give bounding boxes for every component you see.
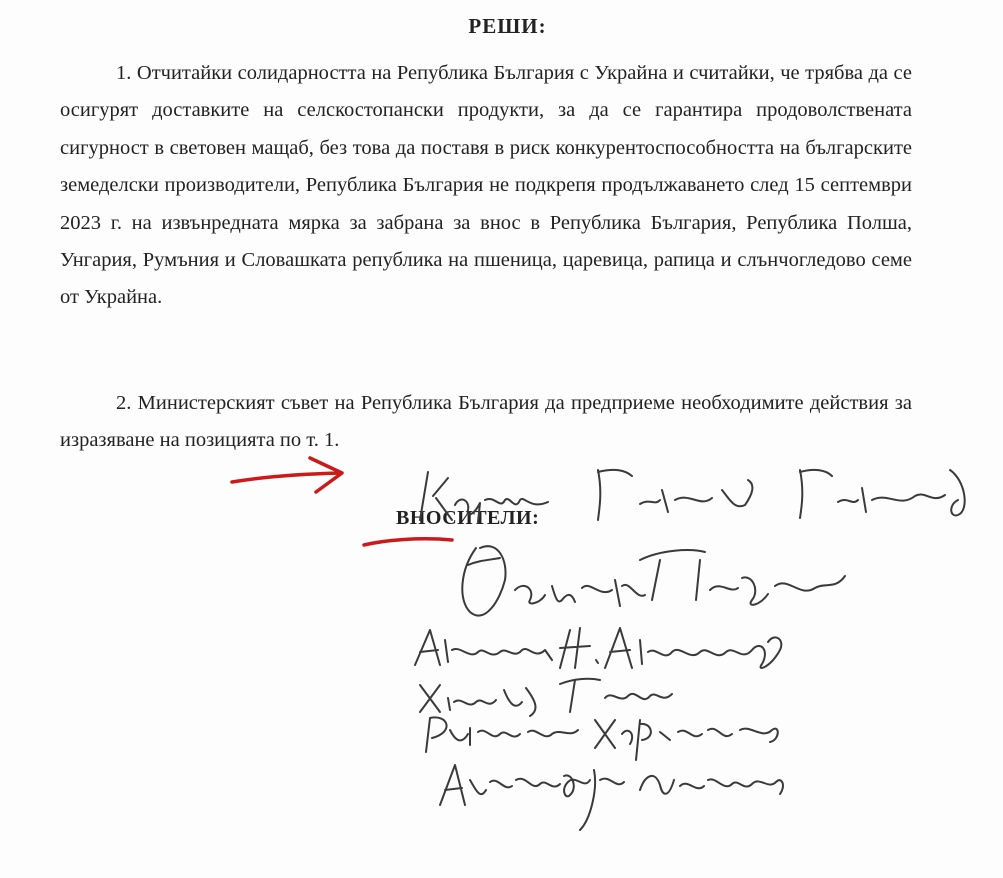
submitters-label: ВНОСИТЕЛИ:	[396, 507, 540, 529]
decision-heading: РЕШИ:	[468, 14, 547, 38]
red-arrow-icon	[232, 458, 342, 492]
signature-aleksandar-ivanov	[440, 765, 783, 830]
red-underline-mark	[364, 539, 452, 545]
decision-paragraph-1: 1. Отчитайки солидарността на Република България с Украйна и считайки, че трябва да се осигурят доставките на селскостопански продукти, за да се гарантира продоволствената сигурност в световен мащаб, без това да поставя в риск конкурентоспособността на българските земеделски производители, Република България не подкрепя продължаването след 15 септември 2023 г. на извънредната мярка за забрана за внос в Република България, Република Полша, Унгария, Румъния и Словашката република на пшеница, царевица, рапица и слънчогледово семе от Украйна.	[60, 62, 912, 309]
decision-paragraph-2: 2. Министерският съвет на Република България да предприеме необходимите действия за изразяване на позицията по т. 1.	[60, 392, 912, 452]
signature-delyan-peevski	[462, 546, 845, 615]
signature-rumen-hristov	[426, 717, 778, 760]
signature-atanas-atanasov	[415, 628, 781, 668]
signature-hamid-hamid	[420, 679, 672, 716]
